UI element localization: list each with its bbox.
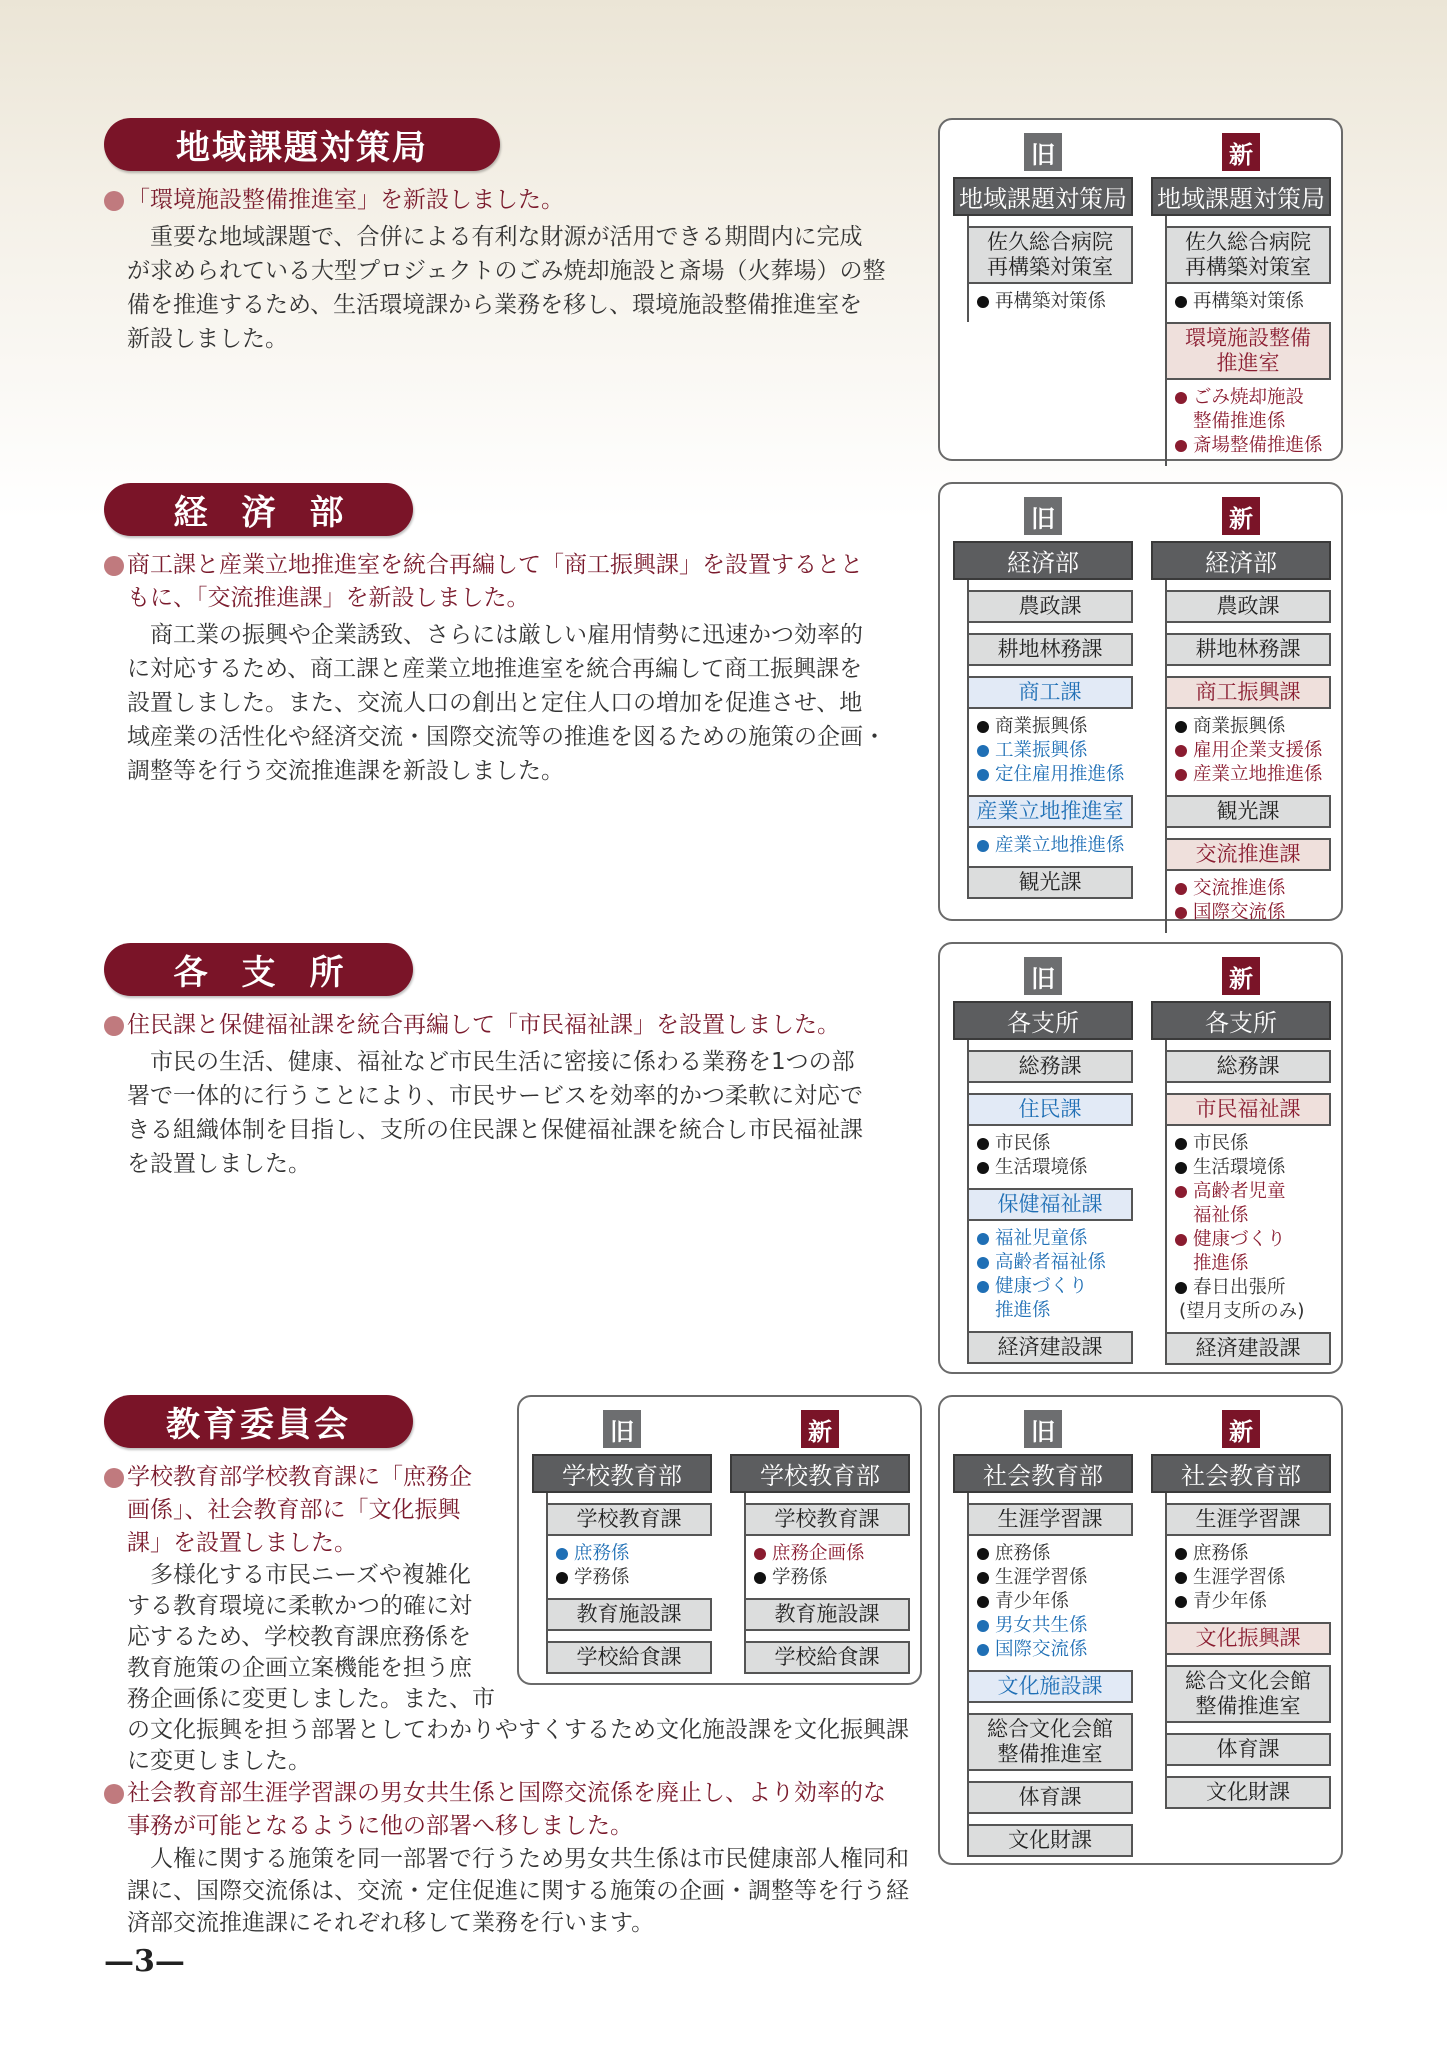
- unit-label: 健康づくり 推進係: [995, 1276, 1088, 1321]
- org-tree: [1165, 1040, 1331, 1365]
- old-tag: 旧: [1024, 957, 1062, 995]
- headline-line: 住民課と保健福祉課を統合再編して「市民福祉課」を設置しました。: [127, 1012, 840, 1038]
- bullet-icon: [1175, 440, 1187, 452]
- unit-item: [1175, 290, 1331, 314]
- unit-label: 生活環境係: [1193, 1157, 1286, 1178]
- section-box: 農政課: [1165, 590, 1331, 623]
- bullet-icon: [104, 1016, 124, 1036]
- headline-2: [104, 1777, 924, 1843]
- org-tree: [1165, 580, 1331, 933]
- bullet-icon: [1175, 392, 1187, 404]
- unit-label: 斎場整備推進係: [1193, 435, 1323, 456]
- bullet-icon: [1175, 721, 1187, 733]
- headline-line: 課」を設置しました。: [127, 1530, 357, 1556]
- body-line: 教育施策の企画立案機能を担う庶: [127, 1655, 472, 1681]
- body-line: 応するため、学校教育課庶務係を: [127, 1624, 472, 1650]
- old-column: [953, 497, 1133, 899]
- unit-label: 再構築対策係: [1193, 291, 1305, 312]
- new-tag: 新: [1222, 1410, 1260, 1448]
- new-column: [730, 1410, 910, 1674]
- unit-list: [1167, 877, 1331, 933]
- section-box: 環境施設整備 推進室: [1165, 322, 1331, 380]
- unit-label: 庶務係: [995, 1543, 1051, 1564]
- section-title-text: 経済部: [173, 493, 378, 533]
- department-header: 経済部: [1151, 541, 1331, 580]
- unit-list: [969, 1132, 1133, 1188]
- unit-list: [1167, 290, 1331, 322]
- bullet-icon: [104, 1784, 124, 1804]
- unit-label: 工業振興係: [995, 740, 1088, 761]
- unit-label: 雇用企業支援係: [1193, 740, 1323, 761]
- unit-item: [977, 1542, 1133, 1566]
- bullet-icon: [977, 840, 989, 852]
- section-title-text: 各支所: [173, 953, 378, 993]
- bullet-icon: [1175, 296, 1187, 308]
- unit-item: [1175, 1300, 1331, 1324]
- bullet-icon: [977, 1548, 989, 1560]
- bullet-icon: [1175, 1282, 1187, 1294]
- bullet-icon: [556, 1572, 568, 1584]
- bullet-icon: [977, 745, 989, 757]
- headline-line: 「環境施設整備推進室」を新設しました。: [127, 187, 564, 213]
- bullet-icon: [1175, 1234, 1187, 1246]
- old-column: [953, 133, 1133, 322]
- section-title-text: 地域課題対策局: [176, 128, 428, 168]
- headline-line: 社会教育部生涯学習課の男女共生係と国際交流係を廃止し、より効率的な: [127, 1780, 886, 1806]
- unit-label: 再構築対策係: [995, 291, 1107, 312]
- body-line: 多様化する市民ニーズや複雑化: [150, 1562, 471, 1588]
- unit-list: [969, 715, 1133, 795]
- unit-list: [1167, 386, 1331, 466]
- body-line: 重要な地域課題で、合併による有利な財源が活用できる期間内に完成: [150, 224, 863, 250]
- section-title-text: 教育委員会: [166, 1405, 351, 1445]
- department-header: 学校教育部: [730, 1454, 910, 1493]
- bullet-icon: [1175, 1596, 1187, 1608]
- bullet-icon: [977, 1162, 989, 1174]
- unit-item: [977, 1638, 1133, 1662]
- bullet-icon: [754, 1572, 766, 1584]
- section-box: 体育課: [967, 1781, 1133, 1814]
- unit-list: [969, 290, 1133, 322]
- body-line: 設置しました。また、交流人口の創出と定住人口の増加を促進させ、地: [127, 690, 863, 716]
- section-title: [104, 943, 413, 996]
- unit-label: 商業振興係: [1193, 716, 1286, 737]
- unit-label: 高齢者児童 福祉係: [1193, 1181, 1286, 1226]
- unit-label: 庶務係: [574, 1543, 630, 1564]
- unit-item: [977, 1275, 1133, 1323]
- org-tree: [744, 1493, 910, 1674]
- section-box: 文化財課: [1165, 1776, 1331, 1809]
- section-box: 耕地林務課: [967, 633, 1133, 666]
- org-tree: [546, 1493, 712, 1674]
- page-number: —3—: [104, 1944, 185, 1979]
- body-text: [104, 1045, 924, 1181]
- section-box: 総合文化会館 整備推進室: [967, 1713, 1133, 1771]
- headline-line: 学校教育部学校教育課に「庶務企: [127, 1464, 472, 1490]
- section-box: 学校教育課: [546, 1503, 712, 1536]
- unit-item: [977, 1251, 1133, 1275]
- body-text: [104, 220, 924, 356]
- department-header: 経済部: [953, 541, 1133, 580]
- unit-label: 学務係: [574, 1567, 630, 1588]
- body-text-2: [104, 1843, 924, 1939]
- bullet-icon: [977, 1233, 989, 1245]
- bullet-icon: [754, 1548, 766, 1560]
- body-line: 域産業の活性化や経済交流・国際交流等の推進を図るための施策の企画・: [127, 724, 886, 750]
- body-text: [104, 618, 924, 788]
- old-tag: 旧: [603, 1410, 641, 1448]
- body-line: する教育環境に柔軟かつ的確に対: [127, 1593, 472, 1619]
- unit-label: 庶務企画係: [772, 1543, 865, 1564]
- bullet-icon: [977, 769, 989, 781]
- department-header: 地域課題対策局: [953, 177, 1133, 216]
- unit-item: [1175, 1228, 1331, 1276]
- section-box: 総務課: [967, 1050, 1133, 1083]
- section-title: [104, 1395, 413, 1448]
- section-box: 生涯学習課: [967, 1503, 1133, 1536]
- unit-label: 交流推進係: [1193, 878, 1286, 899]
- org-tree: [967, 580, 1133, 899]
- section-box: 商工課: [967, 676, 1133, 709]
- unit-item: [977, 1156, 1133, 1180]
- bullet-icon: [977, 1281, 989, 1293]
- unit-item: [977, 715, 1133, 739]
- unit-list: [1167, 1132, 1331, 1332]
- unit-label: 商業振興係: [995, 716, 1088, 737]
- section-box: 耕地林務課: [1165, 633, 1331, 666]
- unit-item: [1175, 386, 1331, 434]
- org-tree: [1165, 1493, 1331, 1809]
- section-box: 文化施設課: [967, 1670, 1133, 1703]
- old-column: [953, 957, 1133, 1364]
- org-chart-regional: [938, 118, 1343, 461]
- department-header: 地域課題対策局: [1151, 177, 1331, 216]
- unit-list: [969, 1227, 1133, 1331]
- unit-item: [1175, 901, 1331, 925]
- new-column: [1151, 957, 1331, 1365]
- old-tag: 旧: [1024, 133, 1062, 171]
- org-tree: [967, 1493, 1133, 1857]
- body-line: 人権に関する施策を同一部署で行うため男女共生係は市民健康部人権同和: [150, 1846, 909, 1872]
- unit-item: [1175, 739, 1331, 763]
- section-box: 住民課: [967, 1093, 1133, 1126]
- bullet-icon: [1175, 907, 1187, 919]
- org-chart-school-education: [517, 1395, 922, 1685]
- old-column: [953, 1410, 1133, 1857]
- department-header: 社会教育部: [1151, 1454, 1331, 1493]
- body-line: 課に、国際交流係は、交流・定住促進に関する施策の企画・調整等を行う経: [127, 1878, 909, 1904]
- body-line: 備を推進するため、生活環境課から業務を移し、環境施設整備推進室を: [127, 292, 863, 318]
- bullet-icon: [1175, 1138, 1187, 1150]
- unit-label: ごみ焼却施設 整備推進係: [1193, 387, 1305, 432]
- unit-list: [969, 834, 1133, 866]
- unit-item: [556, 1542, 712, 1566]
- new-column: [1151, 1410, 1331, 1809]
- bullet-icon: [1175, 745, 1187, 757]
- section-economy: [104, 483, 924, 788]
- department-header: 各支所: [953, 1001, 1133, 1040]
- department-header: 学校教育部: [532, 1454, 712, 1493]
- unit-item: [977, 1590, 1133, 1614]
- unit-item: [977, 1566, 1133, 1590]
- bullet-icon: [977, 1620, 989, 1632]
- unit-label: 産業立地推進係: [1193, 764, 1323, 785]
- org-chart-economy: [938, 482, 1343, 921]
- section-box: 商工振興課: [1165, 676, 1331, 709]
- section-regional-issues: [104, 118, 924, 356]
- section-box: 教育施設課: [744, 1598, 910, 1631]
- unit-list: [1167, 715, 1331, 795]
- new-tag: 新: [801, 1410, 839, 1448]
- unit-item: [1175, 1132, 1331, 1156]
- unit-item: [1175, 877, 1331, 901]
- unit-item: [1175, 1156, 1331, 1180]
- section-box: 市民福祉課: [1165, 1093, 1331, 1126]
- department-header: 各支所: [1151, 1001, 1331, 1040]
- headline-line: もに、「交流推進課」を新設しました。: [127, 585, 530, 611]
- new-column: [1151, 133, 1331, 466]
- new-column: [1151, 497, 1331, 933]
- headline: [104, 549, 924, 615]
- unit-item: [1175, 715, 1331, 739]
- section-box: 学校教育課: [744, 1503, 910, 1536]
- bullet-icon: [1175, 1572, 1187, 1584]
- section-box: 体育課: [1165, 1733, 1331, 1766]
- section-box: 教育施設課: [546, 1598, 712, 1631]
- unit-item: [977, 834, 1133, 858]
- body-line: 調整等を行う交流推進課を新設しました。: [127, 758, 564, 784]
- body-line: の文化振興を担う部署としてわかりやすくするため文化施設課を文化振興課: [127, 1717, 909, 1743]
- section-box: 農政課: [967, 590, 1133, 623]
- headline: [104, 1009, 924, 1042]
- headline: [104, 184, 924, 217]
- unit-label: 福祉児童係: [995, 1228, 1088, 1249]
- unit-item: [1175, 1590, 1331, 1614]
- unit-label: 生涯学習係: [1193, 1567, 1286, 1588]
- section-box: 交流推進課: [1165, 838, 1331, 871]
- bullet-icon: [1175, 1548, 1187, 1560]
- headline-line: 事務が可能となるように他の部署へ移しました。: [127, 1813, 633, 1839]
- unit-label: 定住雇用推進係: [995, 764, 1125, 785]
- bullet-icon: [556, 1548, 568, 1560]
- unit-item: [977, 1132, 1133, 1156]
- section-box: 観光課: [1165, 795, 1331, 828]
- unit-label: 庶務係: [1193, 1543, 1249, 1564]
- unit-label: 市民係: [995, 1133, 1051, 1154]
- unit-label: 青少年係: [1193, 1591, 1268, 1612]
- bullet-icon: [1175, 1186, 1187, 1198]
- org-tree: [967, 216, 1133, 322]
- unit-list: [1167, 1542, 1331, 1622]
- old-tag: 旧: [1024, 497, 1062, 535]
- unit-item: [1175, 763, 1331, 787]
- body-line: 署で一体的に行うことにより、市民サービスを効率的かつ柔軟に対応で: [127, 1083, 863, 1109]
- bullet-icon: [977, 1572, 989, 1584]
- org-tree: [1165, 216, 1331, 466]
- org-chart-branches: [938, 942, 1343, 1374]
- unit-item: [977, 763, 1133, 787]
- unit-label: 市民係: [1193, 1133, 1249, 1154]
- unit-label: (望月支所のみ): [1179, 1301, 1305, 1322]
- unit-item: [977, 739, 1133, 763]
- section-box: 佐久総合病院 再構築対策室: [1165, 226, 1331, 284]
- new-tag: 新: [1222, 133, 1260, 171]
- unit-label: 生活環境係: [995, 1157, 1088, 1178]
- org-chart-social-education: [938, 1395, 1343, 1865]
- section-box: 文化財課: [967, 1824, 1133, 1857]
- section-box: 産業立地推進室: [967, 795, 1133, 828]
- new-tag: 新: [1222, 497, 1260, 535]
- body-line: きる組織体制を目指し、支所の住民課と保健福祉課を統合し市民福祉課: [127, 1117, 863, 1143]
- unit-item: [1175, 1276, 1331, 1300]
- bullet-icon: [1175, 1162, 1187, 1174]
- unit-item: [1175, 1566, 1331, 1590]
- org-tree: [967, 1040, 1133, 1364]
- section-box: 経済建設課: [1165, 1332, 1331, 1365]
- section-title: [104, 118, 500, 171]
- section-box: 保健福祉課: [967, 1188, 1133, 1221]
- bullet-icon: [977, 1257, 989, 1269]
- bullet-icon: [1175, 883, 1187, 895]
- unit-label: 学務係: [772, 1567, 828, 1588]
- bullet-icon: [104, 556, 124, 576]
- unit-item: [754, 1542, 910, 1566]
- unit-list: [969, 1542, 1133, 1670]
- bullet-icon: [977, 721, 989, 733]
- unit-label: 健康づくり 推進係: [1193, 1229, 1286, 1274]
- new-tag: 新: [1222, 957, 1260, 995]
- old-tag: 旧: [1024, 1410, 1062, 1448]
- unit-label: 産業立地推進係: [995, 835, 1125, 856]
- unit-label: 生涯学習係: [995, 1567, 1088, 1588]
- bullet-icon: [977, 296, 989, 308]
- body-line: に変更しました。: [127, 1748, 311, 1774]
- unit-label: 青少年係: [995, 1591, 1070, 1612]
- section-box: 文化振興課: [1165, 1622, 1331, 1655]
- headline-line: 画係」、社会教育部に「文化振興: [127, 1497, 461, 1523]
- section-box: 観光課: [967, 866, 1133, 899]
- bullet-icon: [104, 191, 124, 211]
- section-branches: [104, 943, 924, 1181]
- unit-item: [1175, 1180, 1331, 1228]
- old-column: [532, 1410, 712, 1674]
- section-box: 学校給食課: [744, 1641, 910, 1674]
- unit-item: [977, 290, 1133, 314]
- section-box: 生涯学習課: [1165, 1503, 1331, 1536]
- body-line: 新設しました。: [127, 326, 288, 352]
- department-header: 社会教育部: [953, 1454, 1133, 1493]
- unit-item: [1175, 434, 1331, 458]
- unit-item: [556, 1566, 712, 1590]
- bullet-icon: [977, 1138, 989, 1150]
- unit-label: 国際交流係: [995, 1639, 1088, 1660]
- section-box: 総務課: [1165, 1050, 1331, 1083]
- body-line: 商工業の振興や企業誘致、さらには厳しい雇用情勢に迅速かつ効率的: [150, 622, 863, 648]
- section-box: 総合文化会館 整備推進室: [1165, 1665, 1331, 1723]
- unit-item: [977, 1227, 1133, 1251]
- body-line: に対応するため、商工課と産業立地推進室を統合再編して商工振興課を: [127, 656, 863, 682]
- body-line: を設置しました。: [127, 1151, 311, 1177]
- unit-label: 春日出張所: [1193, 1277, 1286, 1298]
- body-line: 市民の生活、健康、福祉など市民生活に密接に係わる業務を1つの部: [150, 1049, 855, 1075]
- headline-line: 商工課と産業立地推進室を統合再編して「商工振興課」を設置するとと: [127, 552, 863, 578]
- bullet-icon: [104, 1468, 124, 1488]
- body-line: 済部交流推進課にそれぞれ移して業務を行います。: [127, 1910, 655, 1936]
- unit-label: 高齢者福祉係: [995, 1252, 1107, 1273]
- unit-item: [977, 1614, 1133, 1638]
- section-box: 佐久総合病院 再構築対策室: [967, 226, 1133, 284]
- body-line: 務企画係に変更しました。また、市: [127, 1686, 495, 1712]
- unit-label: 国際交流係: [1193, 902, 1286, 923]
- section-box: 経済建設課: [967, 1331, 1133, 1364]
- section-title: [104, 483, 413, 536]
- bullet-icon: [977, 1644, 989, 1656]
- body-line: が求められている大型プロジェクトのごみ焼却施設と斎場（火葬場）の整: [127, 258, 886, 284]
- unit-list: [548, 1542, 712, 1598]
- section-box: 学校給食課: [546, 1641, 712, 1674]
- bullet-icon: [977, 1596, 989, 1608]
- unit-item: [754, 1566, 910, 1590]
- unit-list: [746, 1542, 910, 1598]
- unit-item: [1175, 1542, 1331, 1566]
- unit-label: 男女共生係: [995, 1615, 1088, 1636]
- bullet-icon: [1175, 769, 1187, 781]
